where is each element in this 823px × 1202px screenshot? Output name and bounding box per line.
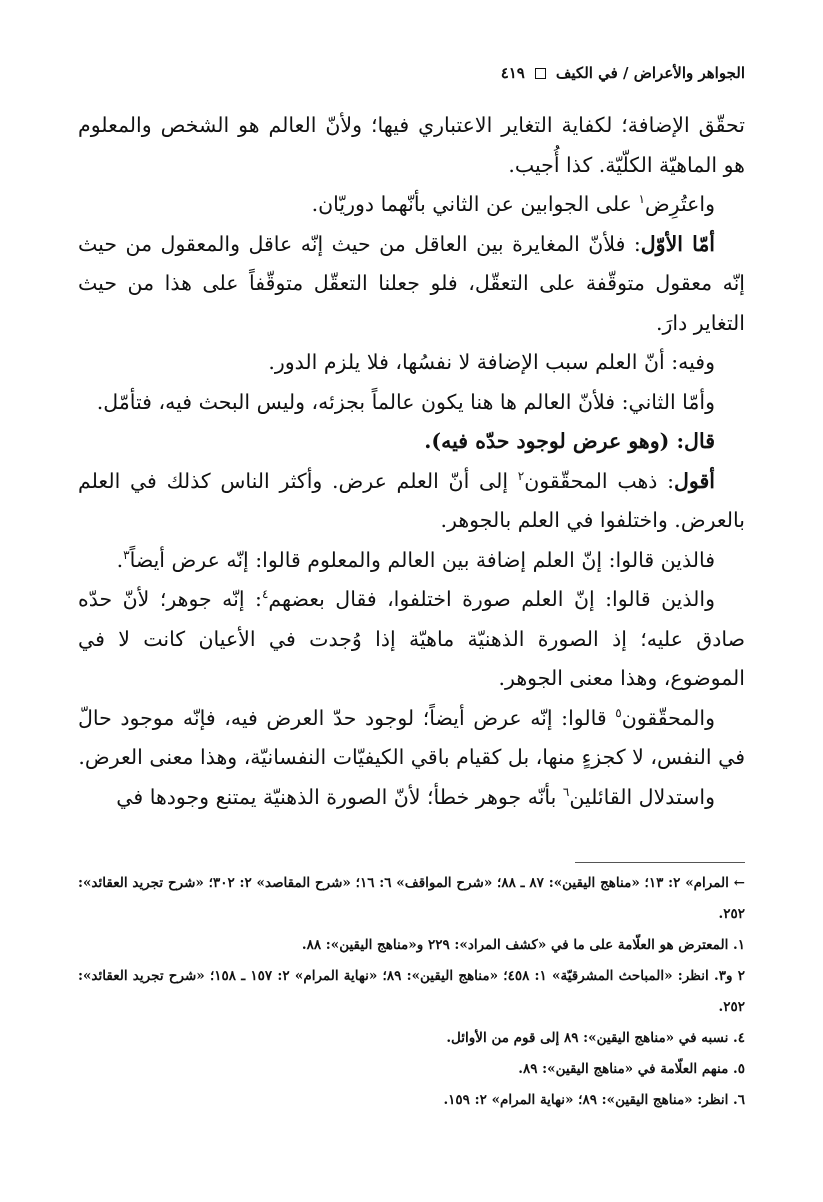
paragraph: وفيه: أنّ العلم سبب الإضافة لا نفسُها، فلا يلزم الدور. — [268, 350, 715, 374]
footnote: ٤. نسبه في «مناهج اليقين»: ٨٩ إلى قوم من الأوائل. — [446, 1030, 745, 1046]
footnote: ١. المعترض هو العلّامة على ما في «كشف المراد»: ٢٢٩ و«مناهج اليقين»: ٨٨. — [301, 937, 745, 953]
paragraph: أقول: ذهب المحقّقون$^٢$ إلى أنّ العلم عرض. وأكثر الناس كذلك في العلم بالعرض. واختلفوا في العلم بالجوهر. — [78, 468, 745, 532]
paragraph: والمحقّقون$^٥$ قالوا: إنّه عرض أيضاً؛ لوجود حدّ العرض فيه، فإنّه موجود حالّ في النفس، لا كجزءٍ منها، بل كقيام باقي الكيفيّات النفسانيّة، وهذا معنى العرض. — [78, 705, 745, 769]
footnote-ref[interactable]: ٣ — [123, 547, 130, 562]
footnote-ref[interactable]: ٤ — [261, 587, 269, 602]
paragraph: فالذين قالوا: إنّ العلم إضافة بين العالم والمعلوم قالوا: إنّه عرض أيضاً$^٣$. — [116, 547, 715, 572]
paragraph: وأمّا الثاني: فلأنّ العالم ها هنا يكون عالماً بجزئه، وليس البحث فيه، فتأمّل. — [96, 389, 715, 414]
footnote-ref[interactable]: ٦ — [562, 784, 570, 799]
footnote-ref[interactable]: ٢ — [517, 468, 525, 483]
footnote: ٦. انظر: «مناهج اليقين»: ٨٩؛ «نهاية المرام» ٢: ١٥٩. — [443, 1092, 745, 1108]
footnote-ref[interactable]: ١ — [638, 192, 645, 207]
paragraph: تحقّق الإضافة؛ لكفاية التغاير الاعتباري فيها؛ ولأنّ العالم هو الشخص والمعلوم هو الماهيّة الكلّيّة. كذا أُجيب. — [78, 113, 745, 177]
footnote: ← المرام» ٢: ١٣؛ «مناهج اليقين»: ٨٧ ـ ٨٨؛ «شرح المواقف» ٦: ١٦؛ «شرح المقاصد» ٢: ٣٠٢؛ «شرح تجريد العقائد»: ٢٥٢. — [78, 875, 745, 922]
footnotes — [78, 868, 745, 1116]
paragraph: والذين قالوا: إنّ العلم صورة اختلفوا، فقال بعضهم$^٤$: إنّه جوهر؛ لأنّ حدّه صادق عليه؛ إذ الصورة الذهنيّة ماهيّة إذا وُجدت في الأعيان كانت لا في الموضوع، وهذا معنى الجوهر. — [78, 587, 745, 690]
paragraph: أمّا الأوّل: فلأنّ المغايرة بين العاقل من حيث إنّه عاقل والمعقول من حيث إنّه معقول متوقّفة على التعقّل، فلو جعلنا التعقّل متوقّفاً على هذا من حيث التغاير دارَ. — [78, 231, 745, 335]
paragraph: واستدلال القائلين$^٦$ بأنّه جوهر خطأ؛ لأنّ الصورة الذهنيّة يمتنع وجودها في — [116, 784, 715, 809]
header-title: الجواهر والأعراض / في الكيف — [555, 64, 745, 82]
footnote: ٢ و٣. انظر: «المباحث المشرقيّة» ١: ٤٥٨؛ «مناهج اليقين»: ٨٩؛ «نهاية المرام» ٢: ١٥٧ ـ ١٥٨؛ «شرح تجريد العقائد»: ٢٥٢. — [78, 968, 745, 1015]
footnote-ref[interactable]: ٥ — [615, 705, 622, 720]
main-text — [78, 106, 745, 817]
footnote-divider — [575, 862, 745, 863]
footnote: ٥. منهم العلّامة في «مناهج اليقين»: ٨٩. — [518, 1061, 745, 1077]
page-number: ٤١٩ — [500, 64, 525, 82]
header-square-ornament — [535, 68, 546, 79]
paragraph: قال: (وهو عرض لوجود حدّه فيه). — [424, 429, 715, 453]
running-header — [78, 58, 745, 88]
paragraph: واعتُرِض$^١$ على الجوابين عن الثاني بأنّهما دوريّان. — [311, 192, 715, 216]
